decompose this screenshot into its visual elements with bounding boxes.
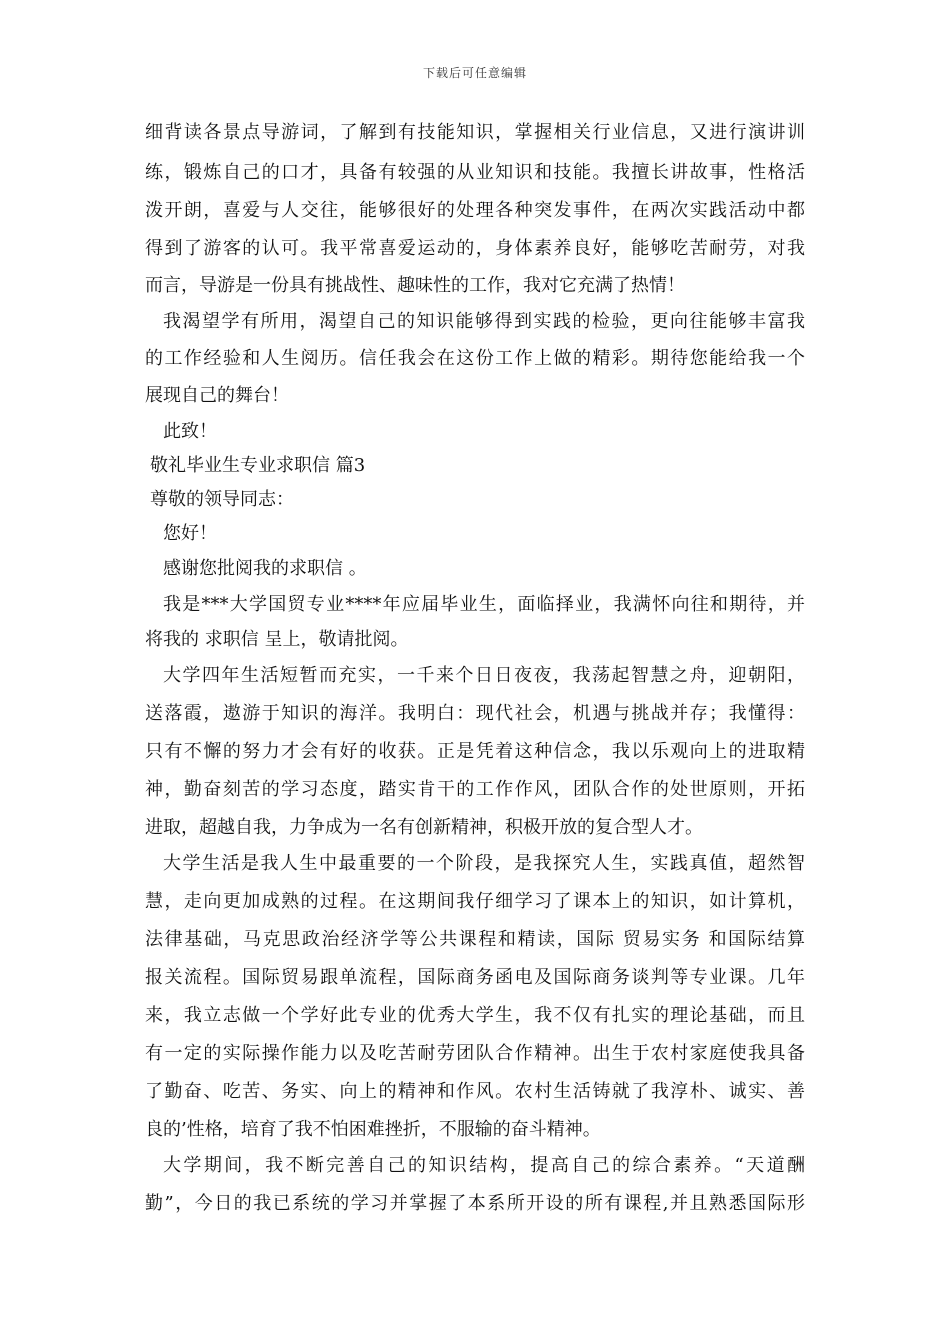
text-line: 勤”，今日的我已系统的学习并掌握了本系所开设的所有课程,并且熟悉国际形 [145,1193,805,1214]
text-line: 良的’性格，培育了我不怕困难挫折，不服输的奋斗精神。 [145,1119,601,1140]
text-line: 来，我立志做一个学好此专业的优秀大学生，我不仅有扎实的理论基础，而且 [145,1005,805,1026]
text-line: 进取，超越自我，力争成为一名有创新精神，积极开放的复合型人才。 [145,817,703,838]
text-line: 我渴望学有所用，渴望自己的知识能够得到实践的检验，更向往能够丰富我 [163,311,805,332]
text-line: 法律基础，马克思政治经济学等公共课程和精读，国际 贸易实务 和国际结算 [145,929,805,950]
text-line: 慧，走向更加成熟的过程。在这期间我仔细学习了课本上的知识，如计算机， [145,891,805,912]
text-line: 感谢您批阅我的求职信 。 [163,558,367,579]
text-line: 而言，导游是一份具有挑战性、趣味性的工作，我对它充满了热情！ [145,275,685,296]
text-line: 神，勤奋刻苦的学习态度，踏实肯干的工作作风，团队合作的处世原则，开拓 [145,779,805,800]
text-line: 大学生活是我人生中最重要的一个阶段，是我探究人生，实践真值，超然智 [163,853,805,874]
text-line: 将我的 求职信 呈上，敬请批阅。 [145,629,409,650]
text-line: 了勤奋、吃苦、务实、向上的精神和作风。农村生活铸就了我淳朴、诚实、善 [145,1081,805,1102]
text-line: 报关流程。国际贸易跟单流程，国际商务函电及国际商务谈判等专业课。几年 [145,967,805,988]
text-line: 您好！ [163,523,217,544]
text-line: 的工作经验和人生阅历。信任我会在这份工作上做的精彩。期待您能给我一个 [145,348,805,369]
text-line: 送落霞，遨游于知识的海洋。我明白：现代社会，机遇与挑战并存；我懂得： [145,703,805,724]
page-header-note: 下载后可任意编辑 [422,66,527,80]
text-line: 展现自己的舞台！ [145,385,289,406]
text-line: 练，锻炼自己的口才，具备有较强的从业知识和技能。我擅长讲故事，性格活 [145,162,805,183]
text-line: 只有不懈的努力才会有好的收获。正是凭着这种信念，我以乐观向上的进取精 [145,741,805,762]
text-line: 有一定的实际操作能力以及吃苦耐劳团队合作精神。出生于农村家庭使我具备 [145,1043,805,1064]
section-heading: 敬礼毕业生专业求职信 篇3 [150,455,366,476]
text-line: 大学期间，我不断完善自己的知识结构，提高自己的综合素养。“天道酬 [163,1155,805,1176]
text-line: 得到了游客的认可。我平常喜爱运动的，身体素养良好，能够吃苦耐劳，对我 [145,238,805,259]
letter-greeting: 尊敬的领导同志： [150,489,294,510]
text-line: 大学四年生活短暂而充实，一千来个日日夜夜，我荡起智慧之舟，迎朝阳， [163,665,805,686]
text-line: 我是***大学国贸专业****年应届毕业生，面临择业，我满怀向往和期待，并 [163,594,805,615]
text-line: 细背读各景点导游词，了解到有技能知识，掌握相关行业信息，又进行演讲训 [145,122,805,143]
closing-salutation: 此致！ [163,421,217,442]
text-line: 泼开朗，喜爱与人交往，能够很好的处理各种突发事件，在两次实践活动中都 [145,200,805,221]
